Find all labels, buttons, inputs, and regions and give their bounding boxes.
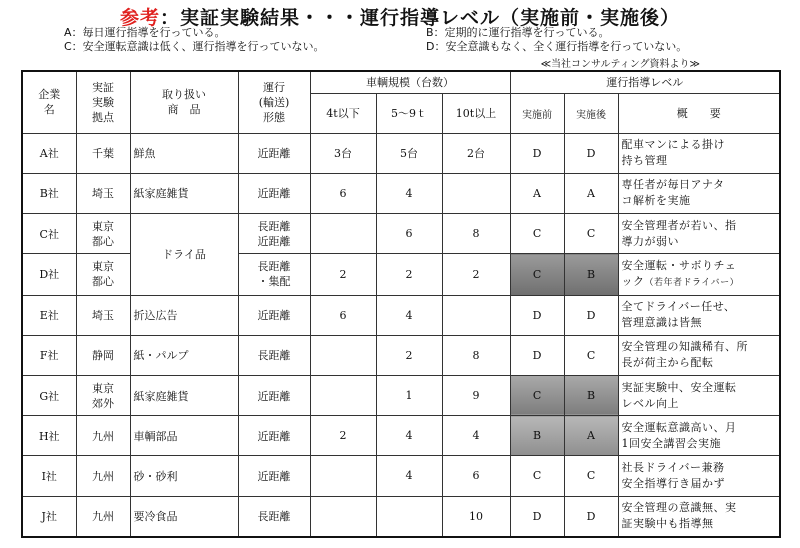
level-after-cell: A	[564, 416, 618, 456]
goods-cell: 要冷食品	[130, 496, 238, 537]
level-before-cell: D	[510, 133, 564, 173]
fleet-10t-cell: 8	[442, 213, 510, 253]
fleet-10t-cell: 4	[442, 416, 510, 456]
operation-cell: 近距離	[238, 375, 310, 415]
goods-cell-shared: ドライ品	[130, 213, 238, 295]
header-site: 実証 実験 拠点	[76, 71, 130, 133]
level-before-cell: C	[510, 456, 564, 496]
operation-cell: 長距離 近距離	[238, 213, 310, 253]
header-goods: 取り扱い 商 品	[130, 71, 238, 133]
fleet-4t-cell	[310, 496, 376, 537]
fleet-10t-cell	[442, 173, 510, 213]
legend-a: A：毎日運行指導を行っている。	[64, 26, 226, 39]
level-before-cell: D	[510, 335, 564, 375]
fleet-5-9t-cell: 6	[376, 213, 442, 253]
title-text: ：実証実験結果・・・運行指導レベル（実施前・実施後）	[160, 7, 681, 29]
level-before-cell: D	[510, 295, 564, 335]
fleet-10t-cell: 2	[442, 254, 510, 295]
header-fleet: 車輌規模（台数）	[310, 71, 510, 93]
table-row	[22, 295, 780, 335]
company-cell: C社	[22, 213, 76, 253]
operation-cell: 長距離	[238, 335, 310, 375]
fleet-4t-cell	[310, 456, 376, 496]
operation-cell: 近距離	[238, 295, 310, 335]
company-cell: F社	[22, 335, 76, 375]
legend-d: D：安全意識もなく、全く運行指導を行っていない。	[426, 40, 688, 53]
fleet-10t-cell: 6	[442, 456, 510, 496]
fleet-5-9t-cell: 1	[376, 375, 442, 415]
table-row	[22, 133, 780, 173]
fleet-5-9t-cell: 4	[376, 173, 442, 213]
level-after-cell: B	[564, 375, 618, 415]
goods-cell: 折込広告	[130, 295, 238, 335]
header-summary: 概 要	[618, 93, 780, 133]
fleet-4t-cell: 2	[310, 416, 376, 456]
company-cell: D社	[22, 254, 76, 295]
fleet-4t-cell	[310, 213, 376, 253]
fleet-10t-cell: 9	[442, 375, 510, 415]
fleet-10t-cell: 8	[442, 335, 510, 375]
summary-cell: 実証実験中、安全運転 レベル向上	[618, 375, 780, 415]
operation-cell: 近距離	[238, 456, 310, 496]
company-cell: J社	[22, 496, 76, 537]
fleet-5-9t-cell	[376, 496, 442, 537]
company-cell: B社	[22, 173, 76, 213]
level-after-cell: B	[564, 254, 618, 295]
site-cell: 埼玉	[76, 295, 130, 335]
goods-cell: 砂・砂利	[130, 456, 238, 496]
site-cell: 九州	[76, 456, 130, 496]
summary-cell: 安全運転・サボりチェ ック（若年者ドライバー）	[618, 254, 780, 295]
operation-cell: 近距離	[238, 416, 310, 456]
header-level: 運行指導レベル	[510, 71, 780, 93]
site-cell: 九州	[76, 416, 130, 456]
fleet-10t-cell	[442, 295, 510, 335]
level-after-cell: D	[564, 496, 618, 537]
fleet-4t-cell	[310, 335, 376, 375]
fleet-4t-cell: 6	[310, 173, 376, 213]
company-cell: E社	[22, 295, 76, 335]
reference-label: 参考	[119, 7, 160, 29]
table-row	[22, 173, 780, 213]
operation-cell: 近距離	[238, 133, 310, 173]
site-cell: 東京 郊外	[76, 375, 130, 415]
company-cell: G社	[22, 375, 76, 415]
fleet-4t-cell: 6	[310, 295, 376, 335]
level-before-cell: A	[510, 173, 564, 213]
header-fleet-4t: 4t以下	[310, 93, 376, 133]
fleet-5-9t-cell: 2	[376, 254, 442, 295]
fleet-10t-cell: 10	[442, 496, 510, 537]
fleet-5-9t-cell: 4	[376, 416, 442, 456]
level-before-cell: B	[510, 416, 564, 456]
summary-cell: 社長ドライバー兼務 安全指導行き届かず	[618, 456, 780, 496]
table-row	[22, 456, 780, 496]
level-after-cell: D	[564, 133, 618, 173]
legend-c: C：安全運転意識は低く、運行指導を行っていない。	[64, 40, 325, 53]
summary-note: （若年者ドライバー）	[644, 277, 740, 288]
legend-b: B：定期的に運行指導を行っている。	[426, 26, 610, 39]
company-cell: I社	[22, 456, 76, 496]
table-row	[22, 375, 780, 415]
header-fleet-10t: 10t以上	[442, 93, 510, 133]
level-before-cell: C	[510, 254, 564, 295]
goods-cell: 紙・パルプ	[130, 335, 238, 375]
level-after-cell: A	[564, 173, 618, 213]
header-operation: 運行 (輸送) 形態	[238, 71, 310, 133]
site-cell: 静岡	[76, 335, 130, 375]
table-row	[22, 213, 780, 253]
header-before: 実施前	[510, 93, 564, 133]
header-after: 実施後	[564, 93, 618, 133]
goods-cell: 紙家庭雑貨	[130, 173, 238, 213]
results-table	[21, 70, 781, 538]
operation-cell: 近距離	[238, 173, 310, 213]
fleet-5-9t-cell: 2	[376, 335, 442, 375]
table-row	[22, 335, 780, 375]
site-cell: 東京 都心	[76, 213, 130, 253]
level-after-cell: C	[564, 213, 618, 253]
fleet-4t-cell	[310, 375, 376, 415]
goods-cell: 紙家庭雑貨	[130, 375, 238, 415]
summary-cell: 安全管理の意識無、実 証実験中も指導無	[618, 496, 780, 537]
level-before-cell: C	[510, 213, 564, 253]
summary-cell: 全てドライバー任せ、 管理意識は皆無	[618, 295, 780, 335]
site-cell: 東京 都心	[76, 254, 130, 295]
summary-cell: 配車マンによる掛け 持ち管理	[618, 133, 780, 173]
table-row	[22, 416, 780, 456]
fleet-5-9t-cell: 4	[376, 295, 442, 335]
company-cell: H社	[22, 416, 76, 456]
level-before-cell: C	[510, 375, 564, 415]
fleet-5-9t-cell: 5台	[376, 133, 442, 173]
level-after-cell: C	[564, 335, 618, 375]
company-cell: A社	[22, 133, 76, 173]
header-row-1	[22, 71, 780, 93]
site-cell: 九州	[76, 496, 130, 537]
summary-cell: 専任者が毎日アナタ コ解析を実施	[618, 173, 780, 213]
site-cell: 埼玉	[76, 173, 130, 213]
table-row	[22, 496, 780, 537]
operation-cell: 長距離	[238, 496, 310, 537]
level-after-cell: C	[564, 456, 618, 496]
fleet-4t-cell: 3台	[310, 133, 376, 173]
header-fleet-5-9t: 5～9ｔ	[376, 93, 442, 133]
operation-cell: 長距離 ・集配	[238, 254, 310, 295]
site-cell: 千葉	[76, 133, 130, 173]
goods-cell: 車輌部品	[130, 416, 238, 456]
level-after-cell: D	[564, 295, 618, 335]
goods-cell: 鮮魚	[130, 133, 238, 173]
header-company: 企業 名	[22, 71, 76, 133]
summary-cell: 安全管理の知識稀有、所 長が荷主から配転	[618, 335, 780, 375]
fleet-10t-cell: 2台	[442, 133, 510, 173]
summary-cell: 安全運転意識高い、月 1回安全講習会実施	[618, 416, 780, 456]
fleet-5-9t-cell: 4	[376, 456, 442, 496]
level-before-cell: D	[510, 496, 564, 537]
summary-cell: 安全管理者が若い、指 導力が弱い	[618, 213, 780, 253]
fleet-4t-cell: 2	[310, 254, 376, 295]
source-note: ≪当社コンサルティング資料より≫	[540, 59, 700, 70]
